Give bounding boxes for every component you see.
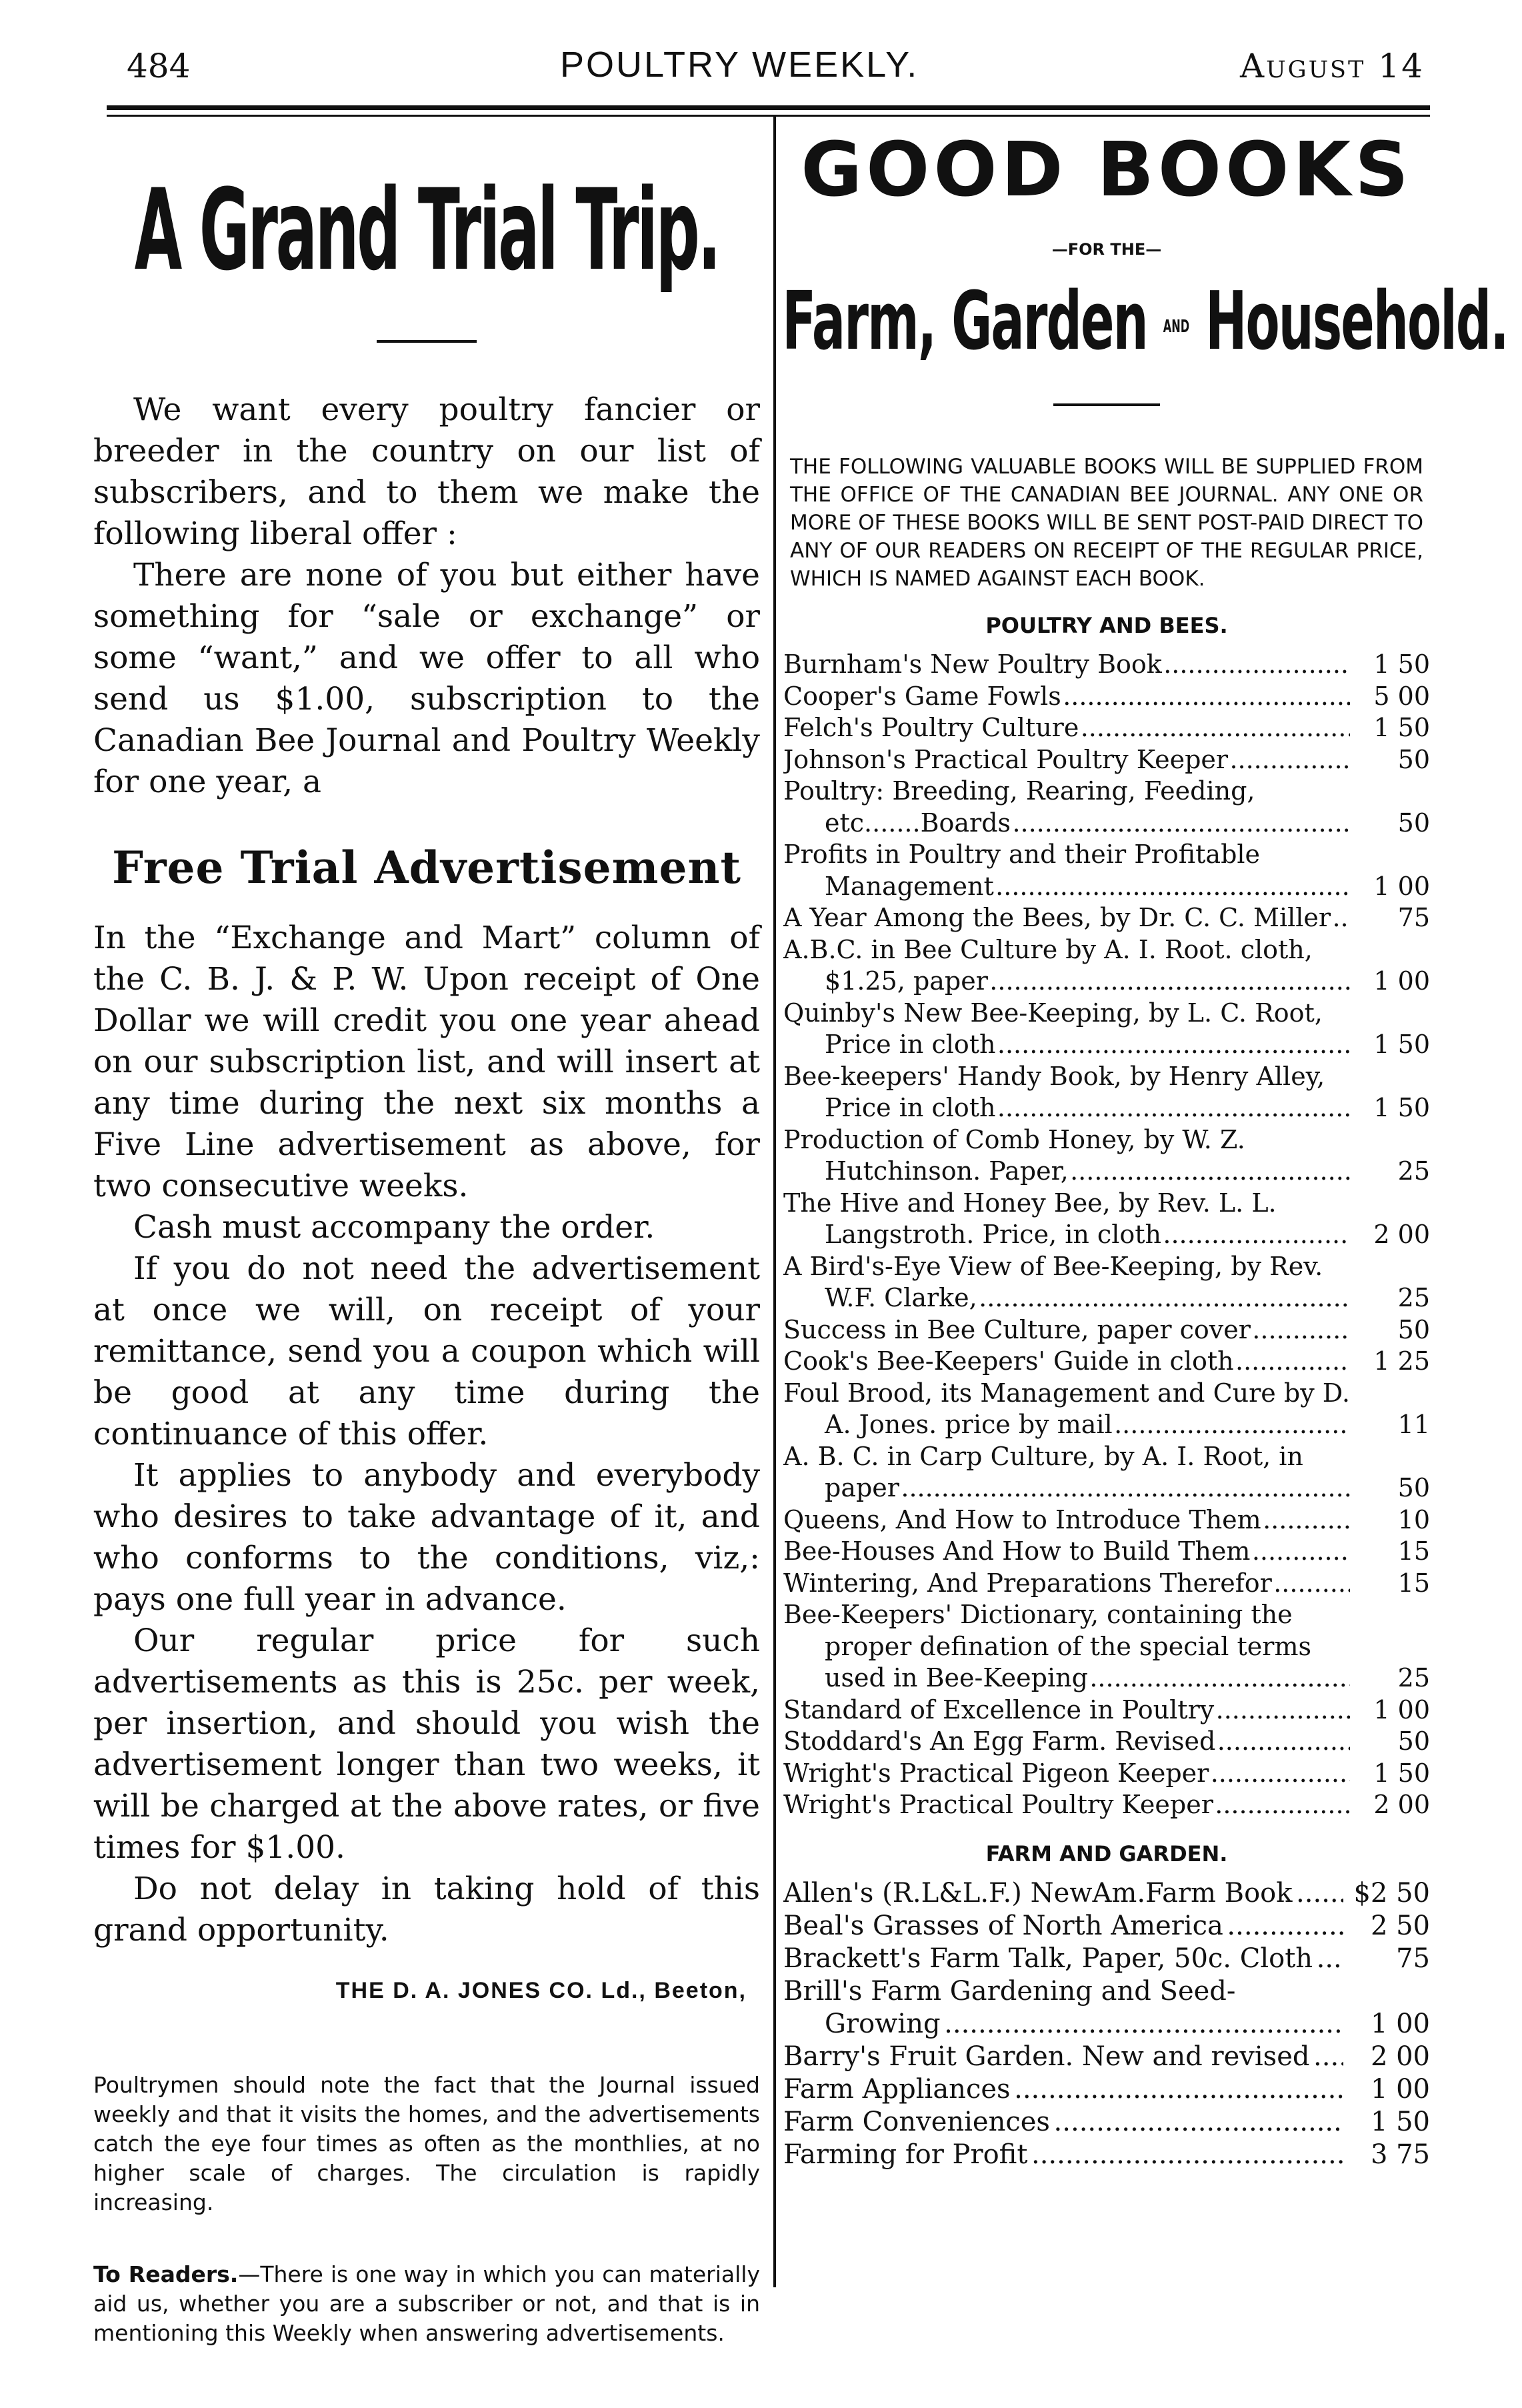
books-intro: THE FOLLOWING VALUABLE BOOKS WILL BE SUPPLIED FROM THE OFFICE OF THE CANADIAN BEE JOURNAL. ANY ONE OR MORE OF THESE BOOKS WILL BE SENT POST-PAID DIRECT TO ANY OF OUR READERS ON RECEIPT OF THE REGULAR PRICE, WHICH IS NAMED AGAINST EACH BOOK.	[790, 455, 1423, 591]
book-price: 2 00	[1350, 1219, 1430, 1251]
offer-intro-1: We want every poultry fancier or breeder in the country on our list of subscribers, and to them we make the following liberal offer :	[93, 391, 760, 552]
book-title	[783, 649, 1350, 681]
book-title-text: Brill's Farm Gardening and Seed-Growing	[783, 1975, 1236, 2039]
offer-para-5: Our regular price for such advertisements as this is 25c. per week, per insertion, and should you wish the advertisement longer than two weeks, it will be charged at the above rates, or five times for $1.00.	[93, 1622, 760, 1866]
book-entry	[783, 1975, 1430, 2041]
book-title	[783, 1943, 1343, 1975]
book-price: 75	[1343, 1943, 1430, 1975]
book-title	[783, 712, 1350, 744]
page-number: 484	[127, 47, 191, 85]
book-title-text: A Year Among the Bees, by Dr. C. C. Miller	[783, 903, 1333, 932]
book-entry	[783, 1758, 1430, 1790]
book-title	[783, 902, 1350, 934]
book-entry	[783, 1061, 1430, 1124]
book-title	[783, 1975, 1343, 2041]
book-title	[783, 1758, 1350, 1790]
book-price: 25	[1350, 1662, 1430, 1694]
publisher-signature: THE D. A. JONES CO. Ld., Beeton,	[335, 1978, 747, 2003]
book-title-text: Bee-Houses And How to Build Them	[783, 1536, 1253, 1566]
book-entry	[783, 2106, 1430, 2139]
book-title	[783, 1694, 1350, 1726]
book-title	[783, 1061, 1350, 1124]
book-title	[783, 1504, 1350, 1536]
book-entry	[783, 712, 1430, 744]
book-title	[783, 1877, 1343, 1910]
book-title	[783, 1599, 1350, 1694]
book-title	[783, 744, 1350, 776]
book-price: 1 50	[1350, 1029, 1430, 1061]
book-title-text: Farming for Profit	[783, 2139, 1030, 2170]
book-title	[783, 1536, 1350, 1568]
book-title-text: Stoddard's An Egg Farm. Revised	[783, 1726, 1218, 1756]
book-title-text: Allen's (R.L&L.F.) NewAm.Farm Book	[783, 1878, 1295, 1909]
farm-garden-text: Farm, Garden	[782, 275, 1147, 368]
book-title-text: Felch's Poultry Culture	[783, 713, 1081, 742]
book-price: 15	[1350, 1536, 1430, 1568]
farm-book-list	[783, 1877, 1430, 2171]
book-title	[783, 1346, 1350, 1378]
book-title	[783, 1251, 1350, 1314]
page-header	[93, 27, 1427, 100]
offer-para-2: Cash must accompany the order.	[133, 1209, 655, 1246]
book-entry	[783, 1536, 1430, 1568]
book-title	[783, 1441, 1350, 1504]
readers-notice	[93, 2260, 760, 2348]
issue-date: August 14	[1240, 47, 1425, 85]
book-entry	[783, 1441, 1430, 1504]
book-title-text: Farm Appliances	[783, 2074, 1013, 2105]
book-title-text: A. B. C. in Carp Culture, by A. I. Root, in paper	[783, 1441, 1303, 1503]
book-title	[783, 1568, 1350, 1600]
book-price: 2 00	[1343, 2041, 1430, 2073]
book-title	[783, 998, 1350, 1061]
free-trial-heading: Free Trial Advertisement	[112, 842, 741, 894]
book-entry	[783, 744, 1430, 776]
offer-para-3: If you do not need the advertisement at once we will, on receipt of your remittance, send you a coupon which will be good at any time during the continuance of this offer.	[93, 1250, 760, 1452]
book-entry	[783, 1568, 1430, 1600]
book-title	[783, 839, 1350, 902]
book-price: 10	[1350, 1504, 1430, 1536]
book-entry	[783, 649, 1430, 681]
book-title-text: Quinby's New Bee-Keeping, by L. C. Root, Price in cloth	[783, 998, 1323, 1060]
book-title-text: Beal's Grasses of North America	[783, 1911, 1226, 1941]
book-title-text: Bee-keepers' Handy Book, by Henry Alley, Price in cloth	[783, 1061, 1325, 1123]
book-price: 1 50	[1350, 1092, 1430, 1124]
book-price: 15	[1350, 1568, 1430, 1600]
book-entry	[783, 2073, 1430, 2106]
book-entry	[783, 1346, 1430, 1378]
farm-garden-household-title	[782, 272, 1508, 377]
book-title-text: Brackett's Farm Talk, Paper, 50c. Cloth	[783, 1943, 1315, 1974]
book-title	[783, 2106, 1343, 2139]
book-entry	[783, 1251, 1430, 1314]
book-title	[783, 1910, 1343, 1943]
book-title-text: Cooper's Game Fowls	[783, 682, 1064, 711]
book-price: 3 75	[1343, 2139, 1430, 2171]
book-entry	[783, 1378, 1430, 1441]
book-entry	[783, 1504, 1430, 1536]
book-entry	[783, 902, 1430, 934]
book-price: 25	[1350, 1282, 1430, 1314]
book-entry	[783, 1789, 1430, 1821]
book-price: 25	[1350, 1156, 1430, 1188]
book-title-text: Success in Bee Culture, paper cover	[783, 1315, 1253, 1344]
book-entry	[783, 934, 1430, 998]
book-title	[783, 1378, 1350, 1441]
book-entry	[783, 1124, 1430, 1188]
grand-trial-title: A Grand Trial Trip.	[134, 165, 719, 295]
book-title-text: Foul Brood, its Management and Cure by D. A. Jones. price by mail	[783, 1378, 1350, 1440]
book-price: 1 50	[1350, 1758, 1430, 1790]
book-title	[783, 1314, 1350, 1346]
book-price: 11	[1350, 1409, 1430, 1441]
book-price: 1 25	[1350, 1346, 1430, 1378]
left-column	[93, 133, 760, 2348]
book-title-text: Barry's Fruit Garden. New and revised	[783, 2041, 1312, 2072]
offer-details	[93, 918, 760, 1951]
book-entry	[783, 2139, 1430, 2171]
book-title	[783, 681, 1350, 713]
book-price: 50	[1350, 1726, 1430, 1758]
book-price: 50	[1350, 1472, 1430, 1504]
readers-label: To Readers.	[93, 2261, 239, 2287]
poultry-bees-heading: POULTRY AND BEES.	[985, 613, 1228, 639]
household-text: Household.	[1205, 275, 1508, 368]
book-price: 1 50	[1350, 649, 1430, 681]
book-entry	[783, 776, 1430, 839]
books-rule	[1053, 403, 1160, 406]
and-text: AND	[1163, 317, 1190, 337]
book-title	[783, 2139, 1343, 2171]
book-entry	[783, 681, 1430, 713]
book-entry	[783, 1314, 1430, 1346]
good-books-title: GOOD BOOKS	[801, 127, 1413, 213]
column-divider	[773, 117, 776, 2287]
publication-title: POULTRY WEEKLY.	[560, 45, 919, 85]
book-title-text: The Hive and Honey Bee, by Rev. L. L. Langstroth. Price, in cloth	[783, 1188, 1277, 1250]
book-title-text: Cook's Bee-Keepers' Guide in cloth	[783, 1346, 1237, 1376]
book-title-text: A.B.C. in Bee Culture by A. I. Root. cloth, $1.25, paper	[783, 934, 1313, 996]
book-price: 1 00	[1343, 2073, 1430, 2106]
book-title-text: Wright's Practical Poultry Keeper	[783, 1790, 1216, 1819]
book-price: 1 00	[1350, 871, 1430, 903]
book-title	[783, 776, 1350, 839]
for-the-label: —FOR THE—	[1051, 240, 1162, 259]
book-entry	[783, 1188, 1430, 1251]
header-rule-thick	[107, 105, 1430, 110]
book-title-text: Queens, And How to Introduce Them	[783, 1505, 1264, 1534]
poultrymen-notice: Poultrymen should note the fact that the Journal issued weekly and that it visits the homes, and the advertisements catch the eye four times as often as the monthlies, at no higher scale of charges. The circulation is rapidly increasing.	[93, 2072, 760, 2215]
book-title-text: Poultry: Breeding, Rearing, Feeding, etc.......Boards	[783, 776, 1255, 838]
book-price: 50	[1350, 1314, 1430, 1346]
book-price: 50	[1350, 744, 1430, 776]
book-title-text: Bee-Keepers' Dictionary, containing the proper defination of the special terms used in Bee-Keeping	[783, 1600, 1311, 1693]
book-title-text: Johnson's Practical Poultry Keeper	[783, 745, 1231, 774]
book-title-text: A Bird's-Eye View of Bee-Keeping, by Rev. W.F. Clarke,	[783, 1251, 1323, 1313]
book-title	[783, 2041, 1343, 2073]
book-title-text: Burnham's New Poultry Book	[783, 650, 1165, 679]
book-entry	[783, 1943, 1430, 1975]
book-price: 75	[1350, 902, 1430, 934]
right-column	[782, 127, 1508, 2171]
book-title-text: Wright's Practical Pigeon Keeper	[783, 1758, 1211, 1788]
book-entry	[783, 998, 1430, 1061]
book-entry	[783, 1694, 1430, 1726]
book-entry	[783, 1599, 1430, 1694]
book-title	[783, 1789, 1350, 1821]
book-title-text: Production of Comb Honey, by W. Z. Hutchinson. Paper,	[783, 1124, 1245, 1186]
book-entry	[783, 839, 1430, 902]
book-price: 1 00	[1343, 2008, 1430, 2041]
book-price: 1 00	[1350, 1694, 1430, 1726]
book-price: 50	[1350, 808, 1430, 840]
book-entry	[783, 2041, 1430, 2073]
book-price: 5 00	[1350, 681, 1430, 713]
poultry-book-list	[783, 649, 1430, 1821]
offer-intro-2: There are none of you but either have something for “sale or exchange” or some “want,” and we offer to all who send us $1.00, subscription to the Canadian Bee Journal and Poultry Weekly for one year, a	[93, 557, 760, 800]
book-price: 1 50	[1343, 2106, 1430, 2139]
book-title	[783, 1124, 1350, 1188]
book-entry	[783, 1910, 1430, 1943]
book-price: 2 00	[1350, 1789, 1430, 1821]
farm-garden-heading: FARM AND GARDEN.	[985, 1841, 1228, 1867]
header-rule-thin	[107, 115, 1430, 117]
book-entry	[783, 1726, 1430, 1758]
offer-para-4: It applies to anybody and everybody who desires to take advantage of it, and who conforms to the conditions, viz,: pays one full year in advance.	[93, 1457, 760, 1618]
title-rule	[377, 340, 477, 343]
book-title	[783, 2073, 1343, 2106]
book-price: 2 50	[1343, 1910, 1430, 1943]
book-title-text: Profits in Poultry and their Profitable Management	[783, 840, 1261, 901]
book-title	[783, 1726, 1350, 1758]
book-title-text: Standard of Excellence in Poultry	[783, 1695, 1217, 1724]
offer-para-6: Do not delay in taking hold of this grand opportunity.	[93, 1871, 760, 1949]
readers-text: —There is one way in which you can materially aid us, whether you are a subscriber or not, and that is in mentioning this Weekly when answering advertisements.	[93, 2261, 760, 2346]
book-price: $2 50	[1343, 1877, 1430, 1910]
book-title	[783, 934, 1350, 998]
offer-text	[93, 389, 760, 803]
book-title-text: Wintering, And Preparations Therefor	[783, 1568, 1275, 1598]
book-title	[783, 1188, 1350, 1251]
offer-para-1: In the “Exchange and Mart” column of the C. B. J. & P. W. Upon receipt of One Dollar we will credit you one year ahead on our subscription list, and will insert at any time during the next six months a Five Line advertisement as above, for two consecutive weeks.	[93, 920, 760, 1204]
book-price: 1 00	[1350, 966, 1430, 998]
book-entry	[783, 1877, 1430, 1910]
book-price: 1 50	[1350, 712, 1430, 744]
book-title-text: Farm Conveniences	[783, 2107, 1053, 2137]
